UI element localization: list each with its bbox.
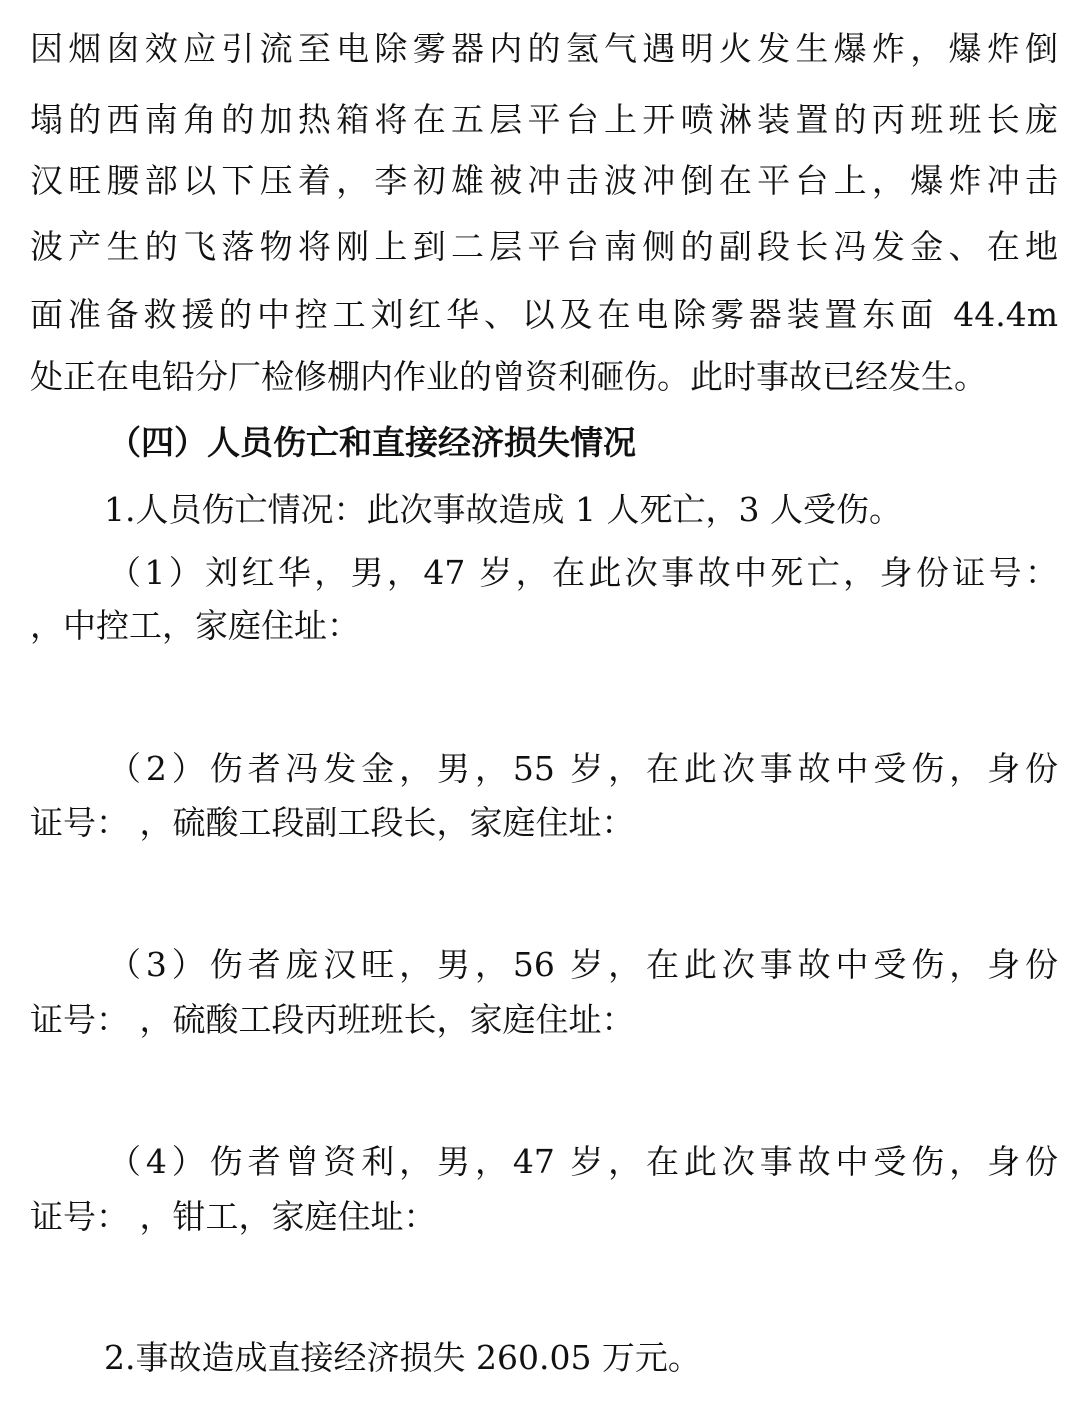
person-2-line-2: 证号： ，硫酸工段副工段长，家庭住址： — [30, 803, 635, 842]
paragraph-line: 波产生的飞落物将刚上到二层平台南侧的副段长冯发金、在地 — [30, 227, 1058, 266]
person-1-line-1: （1）刘红华，男，47 岁，在此次事故中死亡，身份证号： — [108, 553, 1058, 592]
person-1-line-2: ，中控工，家庭住址： — [30, 606, 360, 645]
paragraph-line: 汉旺腰部以下压着，李初雄被冲击波冲倒在平台上，爆炸冲击 — [30, 161, 1058, 200]
person-2-line-1: （2）伤者冯发金，男，55 岁，在此次事故中受伤，身份 — [108, 749, 1058, 788]
economic-loss: 2.事故造成直接经济损失 260.05 万元。 — [104, 1338, 701, 1377]
person-3-line-2: 证号： ，硫酸工段丙班班长，家庭住址： — [30, 1000, 635, 1039]
paragraph-line: 面准备救援的中控工刘红华、以及在电除雾器装置东面 44.4m — [30, 295, 1058, 334]
section-heading: （四）人员伤亡和直接经济损失情况 — [108, 423, 636, 462]
person-4-line-2: 证号： ，钳工，家庭住址： — [30, 1197, 437, 1236]
person-4-line-1: （4）伤者曾资利，男，47 岁，在此次事故中受伤，身份 — [108, 1142, 1058, 1181]
paragraph-line: 因烟囱效应引流至电除雾器内的氢气遇明火发生爆炸，爆炸倒 — [30, 29, 1058, 68]
casualty-summary: 1.人员伤亡情况：此次事故造成 1 人死亡，3 人受伤。 — [104, 490, 902, 529]
paragraph-line: 塌的西南角的加热箱将在五层平台上开喷淋装置的丙班班长庞 — [30, 100, 1058, 139]
person-3-line-1: （3）伤者庞汉旺，男，56 岁，在此次事故中受伤，身份 — [108, 945, 1058, 984]
paragraph-line: 处正在电铅分厂检修棚内作业的曾资利砸伤。此时事故已经发生。 — [30, 357, 987, 396]
